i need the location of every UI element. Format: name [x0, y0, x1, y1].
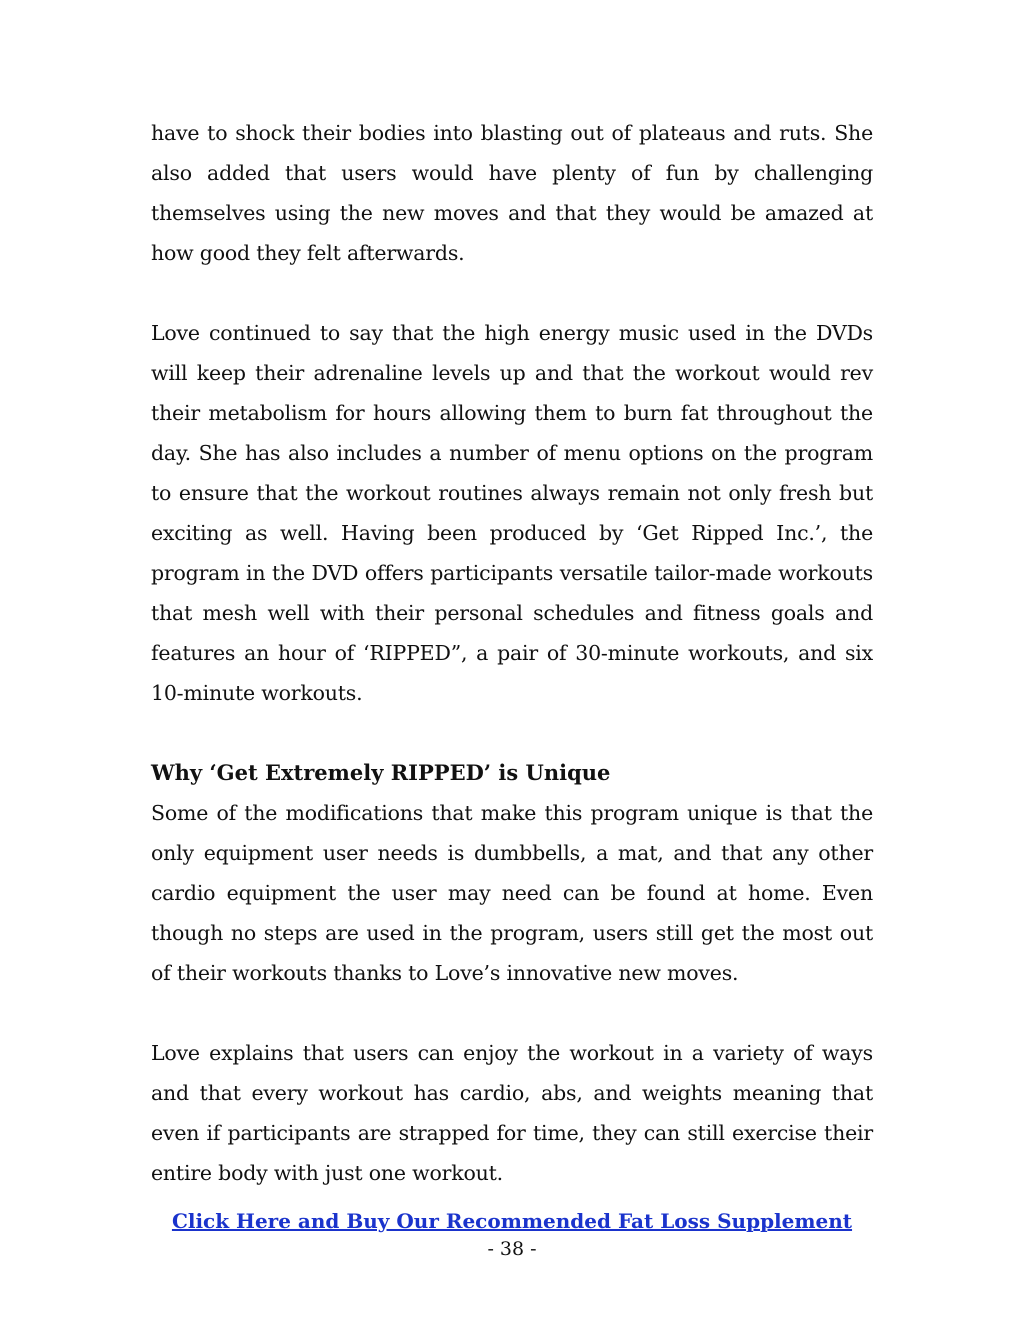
paragraph-gap [151, 993, 873, 1033]
section-paragraph: Love explains that users can enjoy the workout in a variety of ways and that every workout has cardio, abs, and weights meaning that even if participants are strapped for time, they can still exercise their entire body with just one workout. [151, 1041, 873, 1185]
page-number: - 38 - [487, 1238, 537, 1260]
buy-supplement-link[interactable]: Click Here and Buy Our Recommended Fat Loss Supplement [171, 1209, 853, 1233]
page-footer [0, 1206, 1024, 1262]
section-paragraph: Some of the modifications that make this program unique is that the only equipment user needs is dumbbells, a mat, and that any other cardio equipment the user may need can be found at home. Even though no steps are used in the program, users still get the most out of their workouts thanks to Love’s innovative new moves. [151, 801, 873, 985]
body-paragraph: Love continued to say that the high energy music used in the DVDs will keep their adrenaline levels up and that the workout would rev their metabolism for hours allowing them to burn fat throughout the day. She has also includes a number of menu options on the program to ensure that the workout routines always remain not only fresh but exciting as well. Having been produced by ‘Get Ripped Inc.’, the program in the DVD offers participants versatile tailor-made workouts that mesh well with their personal schedules and fitness goals and features an hour of ‘RIPPED”, a pair of 30-minute workouts, and six 10-minute workouts. [151, 321, 873, 705]
body-paragraph: have to shock their bodies into blasting out of plateaus and ruts. She also added that users would have plenty of fun by challenging themselves using the new moves and that they would be amazed at how good they felt afterwards. [151, 121, 873, 265]
paragraph-gap [151, 273, 873, 313]
section-heading: Why ‘Get Extremely RIPPED’ is Unique [151, 760, 611, 785]
document-body [151, 113, 873, 1193]
paragraph-gap [151, 713, 873, 753]
